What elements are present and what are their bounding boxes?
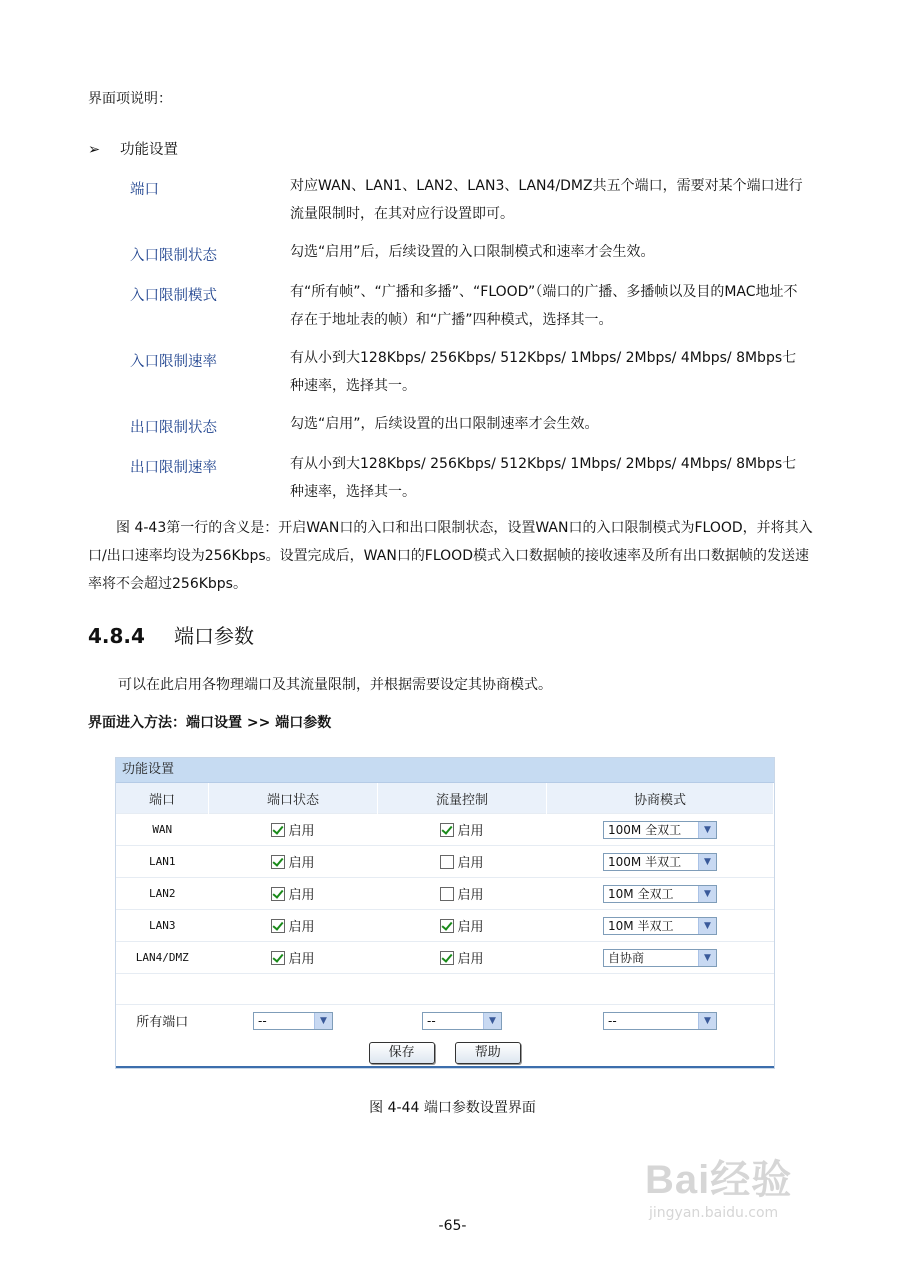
mode-value: 10M 全双工 bbox=[608, 887, 674, 901]
chevron-down-icon: ▼ bbox=[698, 854, 716, 870]
term-ingress-rate: 入口限制速率 bbox=[130, 354, 217, 370]
all-status-select[interactable] bbox=[253, 1012, 333, 1030]
section-description: 可以在此启用各物理端口及其流量限制，并根据需要设定其协商模式。 bbox=[118, 677, 552, 693]
help-button[interactable]: 帮助 bbox=[455, 1042, 521, 1064]
watermark-brand: Bai经验 bbox=[645, 1158, 793, 1202]
mode-select[interactable] bbox=[603, 885, 717, 903]
section-title: 端口参数 bbox=[174, 624, 254, 648]
chevron-down-icon: ▼ bbox=[698, 822, 716, 838]
flow-control-checkbox[interactable] bbox=[440, 952, 483, 967]
port-status-label: 启用 bbox=[288, 856, 315, 871]
desc-port: 对应WAN、LAN1、LAN2、LAN3、LAN4/DMZ共五个端口，需要对某个端口进行流量限制时，在其对应行设置即可。 bbox=[290, 178, 803, 222]
term-egress-status: 出口限制状态 bbox=[130, 420, 217, 436]
section-heading bbox=[88, 620, 254, 649]
port-table bbox=[116, 783, 774, 1070]
port-params-panel bbox=[115, 757, 775, 1069]
flow-control-checkbox[interactable] bbox=[440, 920, 483, 935]
flow-control-label: 启用 bbox=[457, 920, 484, 935]
chevron-down-icon: ▼ bbox=[483, 1013, 501, 1029]
chevron-down-icon: ▼ bbox=[698, 886, 716, 902]
checkbox-box[interactable] bbox=[440, 855, 454, 869]
port-name: LAN3 bbox=[116, 910, 209, 942]
all-mode-value: -- bbox=[608, 1013, 617, 1028]
checkbox-box[interactable] bbox=[440, 887, 454, 901]
checkbox-box[interactable] bbox=[440, 919, 454, 933]
port-name: LAN4/DMZ bbox=[116, 942, 209, 974]
port-status-checkbox[interactable] bbox=[271, 920, 314, 935]
watermark-url: jingyan.baidu.com bbox=[649, 1205, 779, 1221]
panel-bottom-border bbox=[116, 1066, 774, 1068]
checkbox-box[interactable] bbox=[440, 823, 454, 837]
table-row bbox=[116, 942, 774, 974]
all-mode-select[interactable] bbox=[603, 1012, 717, 1030]
checkbox-box[interactable] bbox=[271, 919, 285, 933]
all-flow-select[interactable] bbox=[422, 1012, 502, 1030]
mode-value: 自协商 bbox=[608, 951, 645, 965]
chevron-down-icon: ▼ bbox=[698, 918, 716, 934]
all-status-value: -- bbox=[258, 1013, 267, 1028]
port-name: LAN2 bbox=[116, 878, 209, 910]
desc-egress-status: 勾选“启用”，后续设置的出口限制速率才会生效。 bbox=[290, 416, 599, 432]
intro-text: 界面项说明： bbox=[88, 91, 172, 107]
table-row bbox=[116, 814, 774, 846]
col-mode: 协商模式 bbox=[547, 783, 774, 814]
term-ingress-mode: 入口限制模式 bbox=[130, 288, 217, 304]
checkbox-box[interactable] bbox=[271, 887, 285, 901]
checkbox-box[interactable] bbox=[271, 823, 285, 837]
checkbox-box[interactable] bbox=[271, 951, 285, 965]
button-row bbox=[116, 1036, 774, 1070]
table-row bbox=[116, 846, 774, 878]
port-status-checkbox[interactable] bbox=[271, 856, 314, 871]
col-port: 端口 bbox=[116, 783, 209, 814]
chevron-down-icon: ▼ bbox=[314, 1013, 332, 1029]
col-status: 端口状态 bbox=[209, 783, 378, 814]
chevron-down-icon: ▼ bbox=[698, 1013, 716, 1029]
flow-control-label: 启用 bbox=[457, 856, 484, 871]
port-status-checkbox[interactable] bbox=[271, 952, 314, 967]
figure-caption: 图 4-44 端口参数设置界面 bbox=[369, 1100, 536, 1116]
table-row bbox=[116, 910, 774, 942]
mode-value: 10M 半双工 bbox=[608, 919, 674, 933]
flow-control-label: 启用 bbox=[457, 952, 484, 967]
desc-ingress-status: 勾选“启用”后，后续设置的入口限制模式和速率才会生效。 bbox=[290, 244, 655, 260]
table-header bbox=[116, 783, 774, 814]
section-bullet-label: 功能设置 bbox=[120, 142, 178, 158]
chevron-down-icon: ▼ bbox=[698, 950, 716, 966]
term-ingress-status: 入口限制状态 bbox=[130, 248, 217, 264]
flow-control-checkbox[interactable] bbox=[440, 824, 483, 839]
port-status-label: 启用 bbox=[288, 824, 315, 839]
mode-select[interactable] bbox=[603, 853, 717, 871]
mode-value: 100M 全双工 bbox=[608, 823, 682, 837]
all-flow-value: -- bbox=[427, 1013, 436, 1028]
desc-egress-rate: 有从小到大128Kbps/ 256Kbps/ 512Kbps/ 1Mbps/ 2Mbps/ 4Mbps/ 8Mbps七种速率，选择其一。 bbox=[290, 456, 797, 500]
flow-control-checkbox[interactable] bbox=[440, 888, 483, 903]
desc-ingress-rate: 有从小到大128Kbps/ 256Kbps/ 512Kbps/ 1Mbps/ 2Mbps/ 4Mbps/ 8Mbps七种速率，选择其一。 bbox=[290, 350, 797, 394]
port-name: LAN1 bbox=[116, 846, 209, 878]
all-ports-row bbox=[116, 1005, 774, 1037]
explanation-paragraph: 图 4-43第一行的含义是：开启WAN口的入口和出口限制状态，设置WAN口的入口限制模式为FLOOD，并将其入口/出口速率均设为256Kbps。设置完成后，WAN口的FLOOD模式入口数据帧的接收速率及所有出口数据帧的发送速率将不会超过256Kbps。 bbox=[88, 520, 813, 592]
port-status-label: 启用 bbox=[288, 888, 315, 903]
desc-ingress-mode: 有“所有帧”、“广播和多播”、“FLOOD”（端口的广播、多播帧以及目的MAC地址不存在于地址表的帧）和“广播”四种模式，选择其一。 bbox=[290, 284, 798, 328]
port-status-checkbox[interactable] bbox=[271, 824, 314, 839]
mode-value: 100M 半双工 bbox=[608, 855, 682, 869]
mode-select[interactable] bbox=[603, 949, 717, 967]
section-number: 4.8.4 bbox=[88, 624, 145, 648]
section-bullet bbox=[88, 138, 178, 159]
mode-select[interactable] bbox=[603, 821, 717, 839]
port-status-label: 启用 bbox=[288, 920, 315, 935]
empty-row bbox=[116, 974, 774, 1005]
checkbox-box[interactable] bbox=[440, 951, 454, 965]
port-status-checkbox[interactable] bbox=[271, 888, 314, 903]
flow-control-label: 启用 bbox=[457, 824, 484, 839]
page-number: -65- bbox=[438, 1218, 467, 1234]
port-name: WAN bbox=[116, 814, 209, 846]
col-flow: 流量控制 bbox=[378, 783, 547, 814]
term-port: 端口 bbox=[130, 182, 159, 198]
panel-title: 功能设置 bbox=[116, 758, 774, 783]
term-egress-rate: 出口限制速率 bbox=[130, 460, 217, 476]
save-button[interactable]: 保存 bbox=[369, 1042, 435, 1064]
checkbox-box[interactable] bbox=[271, 855, 285, 869]
mode-select[interactable] bbox=[603, 917, 717, 935]
all-ports-label: 所有端口 bbox=[116, 1005, 209, 1037]
nav-path: 界面进入方法：端口设置 >> 端口参数 bbox=[88, 715, 332, 731]
table-row bbox=[116, 878, 774, 910]
flow-control-checkbox[interactable] bbox=[440, 856, 483, 871]
watermark bbox=[645, 1148, 792, 1221]
arrow-bullet-icon: ➢ bbox=[88, 142, 101, 158]
flow-control-label: 启用 bbox=[457, 888, 484, 903]
port-status-label: 启用 bbox=[288, 952, 315, 967]
